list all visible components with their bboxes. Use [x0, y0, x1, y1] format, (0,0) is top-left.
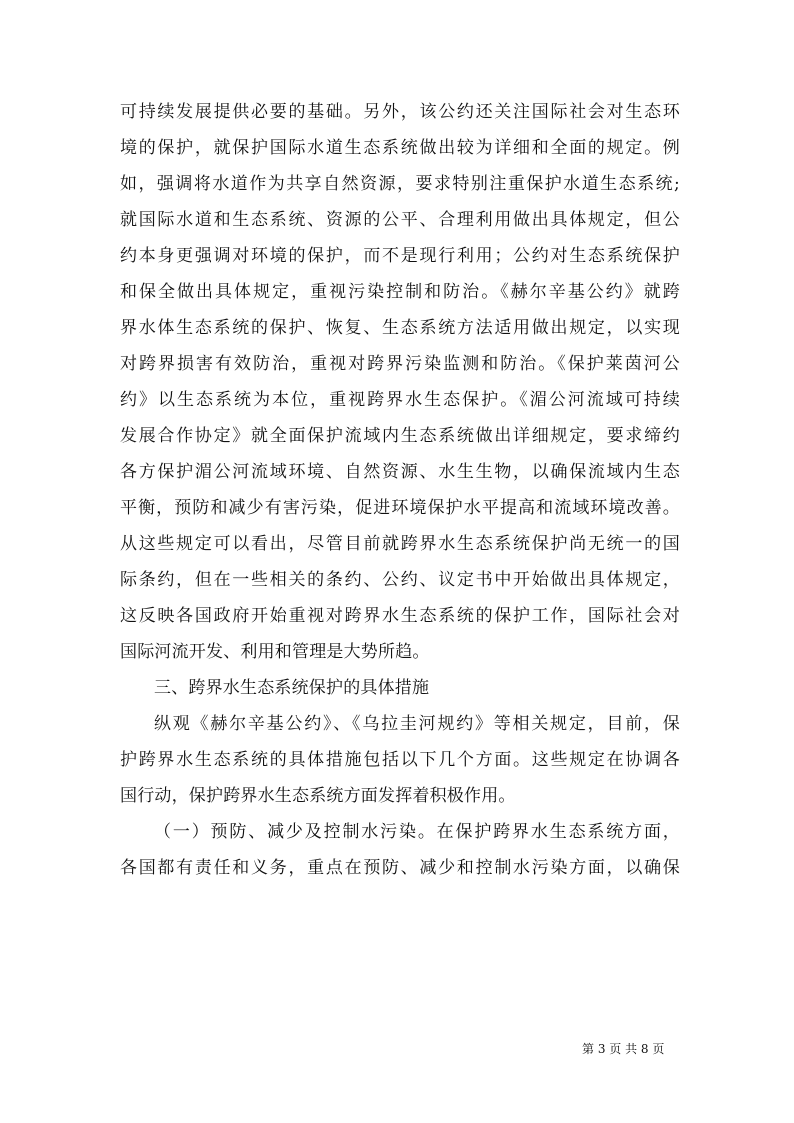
text-line: 和保全做出具体规定，重视污染控制和防治。《赫尔辛基公约》就跨: [120, 282, 680, 302]
text-line: 如，强调将水道作为共享自然资源，要求特别注重保护水道生态系统;: [120, 174, 680, 194]
text-line: 境的保护，就保护国际水道生态系统做出较为详细和全面的规定。例: [120, 138, 680, 158]
text-line: 发展合作协定》就全面保护流域内生态系统做出详细规定，要求缔约: [120, 426, 680, 446]
text-line: 国行动，保护跨界水生态系统方面发挥着积极作用。: [120, 786, 516, 806]
text-line: 平衡，预防和减少有害污染，促进环境保护水平提高和流域环境改善。: [120, 498, 680, 518]
text-line: 纵观《赫尔辛基公约》、《乌拉圭河规约》等相关规定，目前，保: [154, 714, 680, 734]
page-number-footer: 第 3 页 共 8 页: [582, 1042, 665, 1056]
text-line: 际条约，但在一些相关的条约、公约、议定书中开始做出具体规定，: [120, 570, 680, 590]
document-body: [120, 94, 680, 886]
text-line: 国际河流开发、利用和管理是大势所趋。: [120, 642, 430, 662]
subsection-heading-line: （一）预防、减少及控制水污染。在保护跨界水生态系统方面，: [154, 822, 680, 842]
section-heading: 三、跨界水生态系统保护的具体措施: [154, 678, 430, 698]
text-line: 各方保护湄公河流域环境、自然资源、水生生物，以确保流域内生态: [120, 462, 680, 482]
text-line: 就国际水道和生态系统、资源的公平、合理利用做出具体规定，但公: [120, 210, 680, 230]
text-line: 对跨界损害有效防治，重视对跨界污染监测和防治。《保护莱茵河公: [120, 354, 680, 374]
text-line: 界水体生态系统的保护、恢复、生态系统方法适用做出规定，以实现: [120, 318, 680, 338]
text-line: 可持续发展提供必要的基础。另外，该公约还关注国际社会对生态环: [120, 102, 680, 122]
text-line: 各国都有责任和义务，重点在预防、减少和控制水污染方面，以确保: [120, 858, 680, 878]
text-line: 这反映各国政府开始重视对跨界水生态系统的保护工作，国际社会对: [120, 606, 680, 626]
text-line: 约》以生态系统为本位，重视跨界水生态保护。《湄公河流域可持续: [120, 390, 680, 410]
text-line: 从这些规定可以看出，尽管目前就跨界水生态系统保护尚无统一的国: [120, 534, 680, 554]
text-line: 约本身更强调对环境的保护，而不是现行利用；公约对生态系统保护: [120, 246, 680, 266]
text-line: 护跨界水生态系统的具体措施包括以下几个方面。这些规定在协调各: [120, 750, 680, 770]
